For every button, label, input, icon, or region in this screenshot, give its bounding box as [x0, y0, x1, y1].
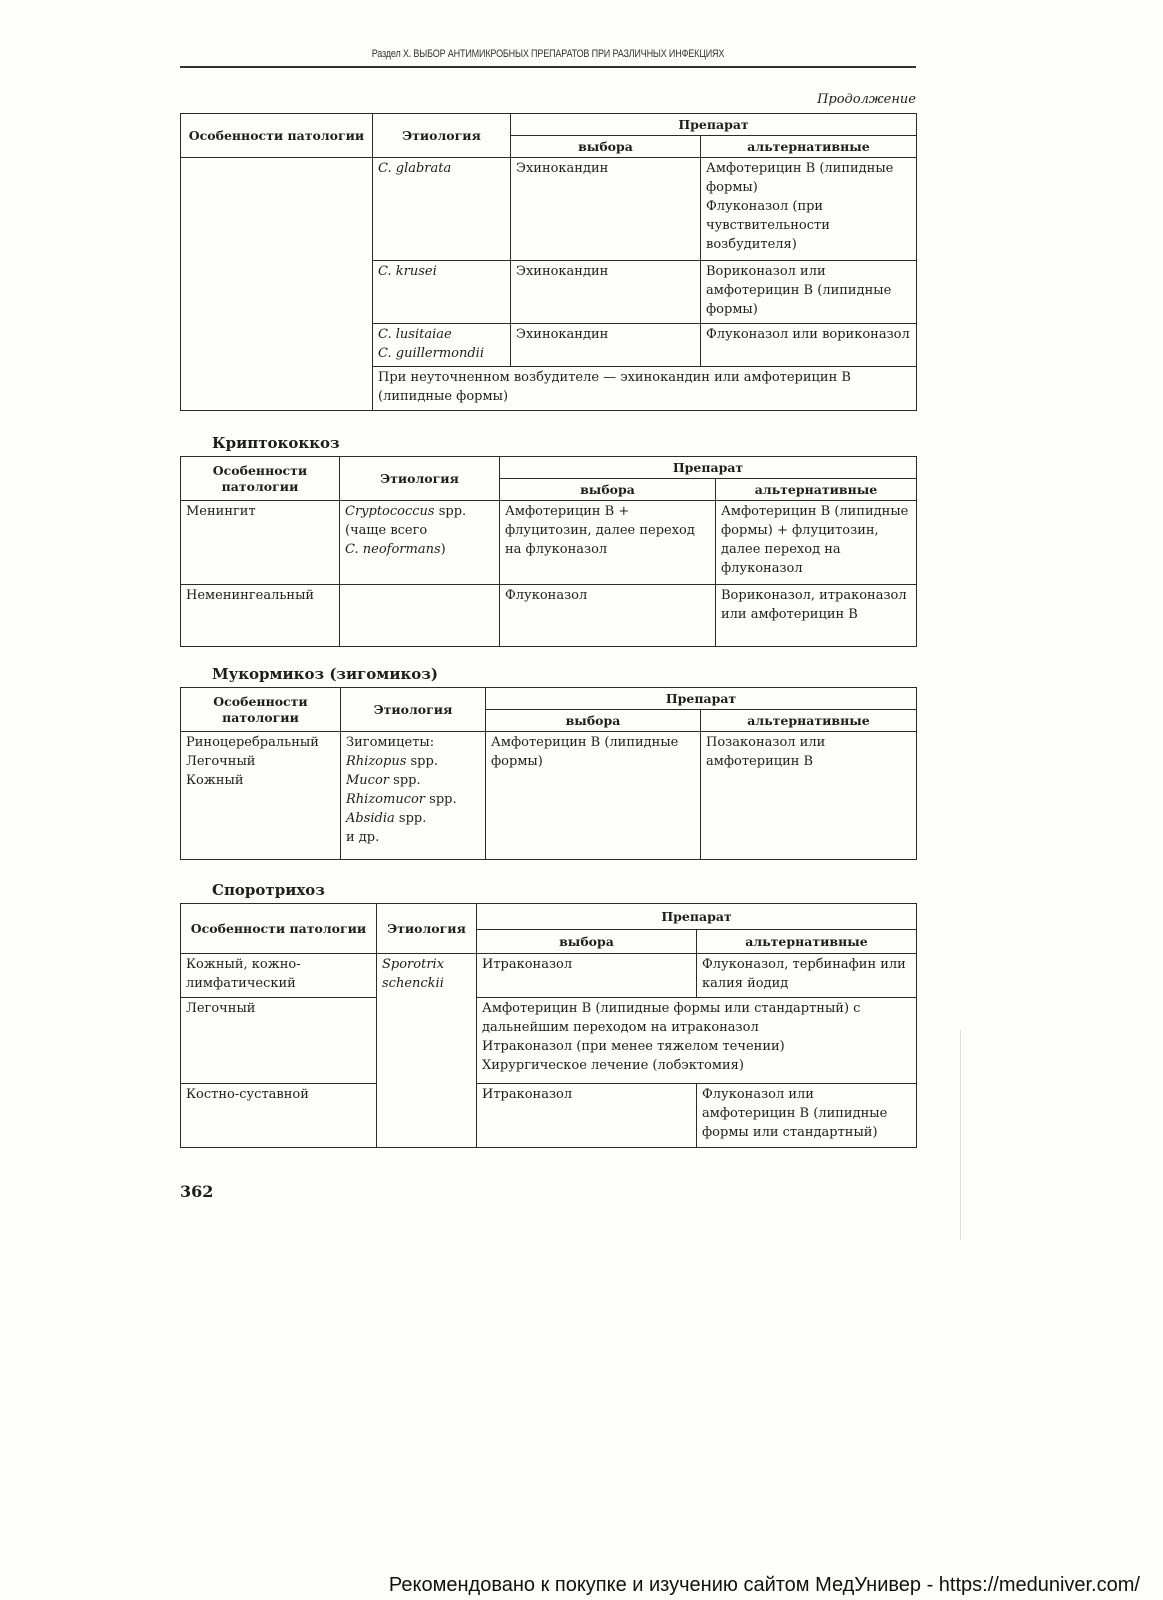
choice-cell: Итраконазол — [477, 954, 697, 998]
alternative-cell: Флуконазол или вориконазол — [701, 324, 917, 367]
header-alternative: альтернативные — [701, 136, 917, 158]
etiology-cell: C. krusei — [373, 261, 511, 324]
scan-artifact-line — [960, 1030, 961, 1240]
alternative-cell: Амфотерицин В (липидные формы) Флуконазол (при чувствительности возбудителя) — [701, 158, 917, 261]
pathology-item: Риноцеребральный — [186, 735, 319, 750]
header-alternative: альтернативные — [697, 930, 917, 954]
header-rule — [180, 66, 916, 68]
choice-cell: Эхинокандин — [511, 158, 701, 261]
header-drug: Препарат — [500, 457, 917, 479]
choice-cell: Эхинокандин — [511, 261, 701, 324]
etiology-cell — [341, 732, 486, 860]
organism-item: Absidia spp. — [346, 811, 427, 826]
etiology-note: (чаще всего — [345, 523, 428, 538]
etiology-intro: Зигомицеты: — [346, 735, 435, 750]
mucormycosis-table — [180, 687, 917, 860]
pathology-cell — [181, 732, 341, 860]
header-etiology: Этиология — [373, 114, 511, 158]
header-pathology: Особенности патологии — [181, 688, 341, 732]
choice-cell: Эхинокандин — [511, 324, 701, 367]
organism-item: Rhizomucor spp. — [346, 792, 457, 807]
section-title-mucormycosis: Мукормикоз (зигомикоз) — [212, 665, 438, 683]
etiology-cell-empty — [340, 585, 500, 647]
alternative-cell: Амфотерицин В (липидные формы) + флуцитозин, далее переход на флуконазол — [716, 501, 917, 585]
header-choice: выбора — [477, 930, 697, 954]
etiology-end: и др. — [346, 830, 380, 845]
pathology-cell: Кожный, кожно-лимфатический — [181, 954, 377, 998]
header-drug: Препарат — [486, 688, 917, 710]
organism-item: Rhizopus spp. — [346, 754, 438, 769]
etiology-cell: C. lusitaiae C. guillermondii — [373, 324, 511, 367]
note-cell: При неуточненном возбудителе — эхинокандин или амфотерицин В (липидные формы) — [373, 367, 917, 411]
header-alternative: альтернативные — [716, 479, 917, 501]
pathology-cell-empty — [181, 158, 373, 411]
pathology-item: Легочный — [186, 754, 256, 769]
pathology-cell: Костно-суставной — [181, 1084, 377, 1148]
alternative-cell: Флуконазол, тербинафин или калия йодид — [697, 954, 917, 998]
header-drug: Препарат — [477, 904, 917, 930]
alternative-cell: Флуконазол или амфотерицин В (липидные формы или стандартный) — [697, 1084, 917, 1148]
combined-treatment-cell: Амфотерицин В (липидные формы или стандартный) с дальнейшим переходом на итраконазол Итраконазол (при менее тяжелом течении) Хирургическое лечение (лобэктомия) — [477, 998, 917, 1084]
etiology-species: C. neoformans — [345, 542, 441, 557]
pathology-cell: Легочный — [181, 998, 377, 1084]
section-title-sporotrichosis: Споротрихоз — [212, 881, 325, 899]
header-choice: выбора — [500, 479, 716, 501]
header-choice: выбора — [486, 710, 701, 732]
continuation-label: Продолжение — [817, 92, 916, 107]
choice-cell: Флуконазол — [500, 585, 716, 647]
alternative-cell: Позаконазол или амфотерицин В — [701, 732, 917, 860]
header-alternative: альтернативные — [701, 710, 917, 732]
etiology-close: ) — [440, 542, 446, 557]
alternative-cell: Вориконазол или амфотерицин В (липидные формы) — [701, 261, 917, 324]
etiology-cell — [340, 501, 500, 585]
header-pathology: Особенности патологии — [181, 114, 373, 158]
sporotrichosis-table — [180, 903, 917, 1148]
header-choice: выбора — [511, 136, 701, 158]
running-head: Раздел X. ВЫБОР АНТИМИКРОБНЫХ ПРЕПАРАТОВ ПРИ РАЗЛИЧНЫХ ИНФЕКЦИЯХ — [371, 48, 725, 60]
header-etiology: Этиология — [377, 904, 477, 954]
choice-cell: Амфотерицин В (липидные формы) — [486, 732, 701, 860]
pathology-item: Кожный — [186, 773, 244, 788]
header-drug: Препарат — [511, 114, 917, 136]
footer-watermark: Рекомендовано к покупке и изучению сайтом МедУнивер - https://meduniver.com/ — [388, 1574, 1140, 1596]
etiology-suffix: spp. — [434, 504, 467, 519]
etiology-cell: C. glabrata — [373, 158, 511, 261]
header-pathology: Особенности патологии — [181, 904, 377, 954]
organism-item: Mucor spp. — [346, 773, 421, 788]
page-number: 362 — [180, 1182, 214, 1201]
pathology-cell: Неменингеальный — [181, 585, 340, 647]
choice-cell: Амфотерицин В + флуцитозин, далее переход на флуконазол — [500, 501, 716, 585]
choice-cell: Итраконазол — [477, 1084, 697, 1148]
etiology-genus: Cryptococcus — [345, 504, 435, 519]
etiology-cell: Sporotrix schenckii — [377, 954, 477, 1148]
header-etiology: Этиология — [340, 457, 500, 501]
cryptococcosis-table — [180, 456, 917, 647]
header-pathology: Особенности патологии — [181, 457, 340, 501]
candida-table — [180, 113, 917, 411]
alternative-cell: Вориконазол, итраконазол или амфотерицин В — [716, 585, 917, 647]
section-title-cryptococcosis: Криптококкоз — [212, 434, 340, 452]
header-etiology: Этиология — [341, 688, 486, 732]
pathology-cell: Менингит — [181, 501, 340, 585]
